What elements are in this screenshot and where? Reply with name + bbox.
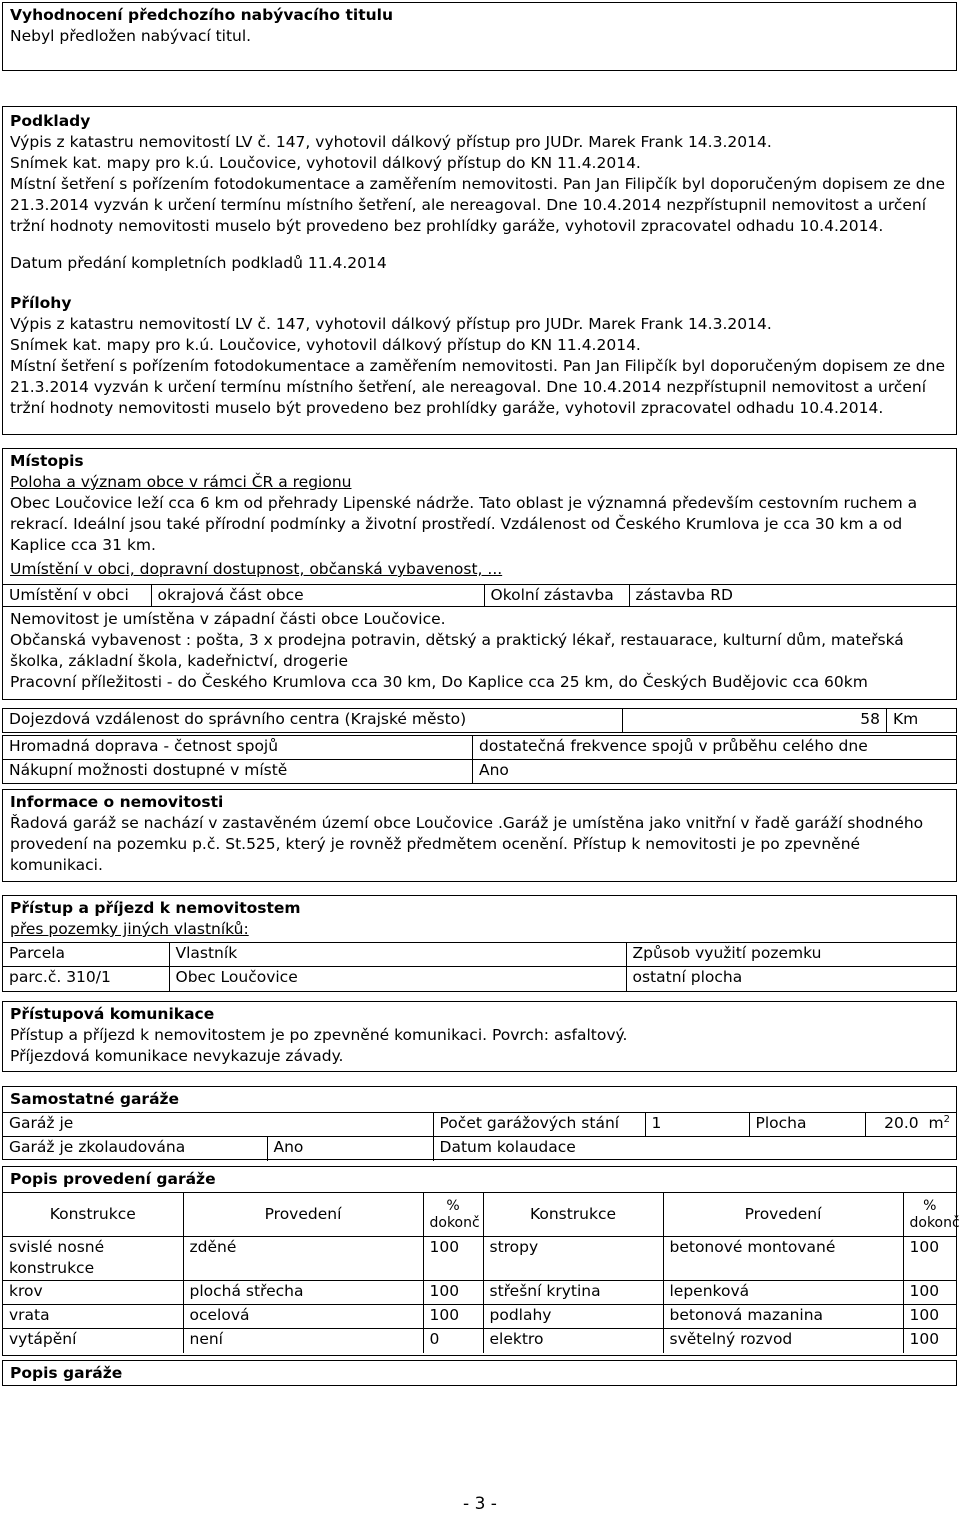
text-line: Výpis z katastru nemovitostí LV č. 147, vyhotovil dálkový přístup pro JUDr. Marek Frank 14.3.2014. [10,315,772,333]
text-line: 21.3.2014 vyzván k určení termínu místního šetření, ale nereagoval. Dne 10.4.2014 nezpřístupnil nemovitost a určení [10,378,927,396]
cell-konstrukce [3,1237,183,1281]
cell-pct: 100 [423,1237,483,1281]
section-title: Přílohy [10,294,72,312]
text-line: 21.3.2014 vyzván k určení termínu místního šetření, ale nereagoval. Dne 10.4.2014 nezpřístupnil nemovitost a určení [10,196,927,214]
cell-konstrukce-2: podlahy [483,1305,663,1329]
cell-pct-2: 100 [903,1237,956,1281]
text-line: Občanská vybavenost : pošta, 3 x prodejna potravin, dětský a praktický lékař, restauarace, kulturní dům, mateřská [10,631,904,649]
header-zpusob: Způsob využití pozemku [626,943,956,967]
section-informace [2,789,957,882]
text-line: Řadová garáž se nachází v zastavěném území obce Loučovice .Garáž je umístěna jako vnitřní v řadě garáží shodného [10,814,924,832]
dojezd-unit: Km [887,709,957,733]
dokonc-label-2: dokonč [909,1214,960,1231]
section-title: Samostatné garáže [10,1090,180,1108]
section-title: Popis garáže [10,1364,123,1382]
cell-pct: 100 [423,1305,483,1329]
section-title: Místopis [10,452,84,470]
doprava-table [2,708,957,733]
dojezd-label: Dojezdová vzdálenost do správního centra (Krajské město) [3,709,623,733]
cell-pct-2: 100 [903,1329,956,1353]
doprava-table-wrap [2,708,957,784]
cell-provedeni-2: betonové montované [663,1237,903,1281]
subsection-title: přes pozemky jiných vlastníků: [10,920,249,938]
umisteni-value: okrajová část obce [151,585,484,607]
text-line: Místní šetření s pořízením fotodokumentace a zaměřením nemovitosti. Pan Jan Filipčík byl doporučeným dopisem ze dne [10,175,945,193]
text-line: tržní hodnoty nemovitosti muselo být provedeno bez prohlídky garáže, vyhotovil zpracovatel odhadu 10.4.2014. [10,399,884,417]
plocha-cell [865,1113,956,1137]
datum-predani: Datum předání kompletních podkladů 11.4.2014 [10,254,387,272]
konstrukce-line-1: svislé nosné [9,1238,105,1256]
hromadna-value: dostatečná frekvence spojů v průběhu celého dne [473,736,957,760]
pristup-table [3,942,956,991]
cell-pct-2: 100 [903,1305,956,1329]
cell-vlastnik: Obec Loučovice [169,967,626,991]
cell-provedeni: zděné [183,1237,423,1281]
text-line: školka, základní škola, kadeřnictví, drogerie [10,652,348,670]
cell-pct: 0 [423,1329,483,1353]
header-vlastnik: Vlastník [169,943,626,967]
pct-label-2: % [923,1197,937,1214]
text-line: provedení na pozemku p.č. St.525, který je rovněž předmětem ocenění. Přístup k nemovitosti je po zpevněné [10,835,861,853]
text-line: Kaplice cca 31 km. [10,536,156,554]
cell-konstrukce: vytápění [3,1329,183,1353]
okolni-label: Okolní zástavba [484,585,629,607]
text-line: rekrací. Ideální jsou také přírodní podmínky a životní prostředí. Vzdálenost od Českého Krumlova je cca 30 km a od [10,515,903,533]
section-title: Podklady [10,112,91,130]
subsection-title: Umístění v obci, dopravní dostupnost, občanská vybavenost, ... [10,560,503,578]
section-title: Informace o nemovitosti [10,793,224,811]
hromadna-label: Hromadná doprava - četnost spojů [3,736,473,760]
text-line: Obec Loučovice leží cca 6 km od přehrady Lipenské nádrže. Tato oblast je významná především cestovním ruchem a [10,494,918,512]
text-line: komunikaci. [10,856,103,874]
header-provedeni-2: Provedení [663,1193,903,1237]
cell-konstrukce: krov [3,1281,183,1305]
nakup-label: Nákupní možnosti dostupné v místě [3,760,473,784]
section-title: Přístupová komunikace [10,1005,215,1023]
text-line: Příjezdová komunikace nevykazuje závady. [10,1047,344,1065]
header-provedeni: Provedení [183,1193,423,1237]
text-line: Přístup a příjezd k nemovitostem je po zpevněné komunikaci. Povrch: asfaltový. [10,1026,628,1044]
section-title: Vyhodnocení předchozího nabývacího titulu [10,6,393,24]
garaz-je-label: Garáž je [3,1113,433,1137]
cell-pct: 100 [423,1281,483,1305]
doprava-table-2 [2,735,957,784]
plocha-unit: m [928,1114,944,1132]
cell-konstrukce-2: střešní krytina [483,1281,663,1305]
plocha-value: 20.0 [884,1114,919,1132]
garaze-table [3,1112,956,1161]
subsection-title: Poloha a význam obce v rámci ČR a regionu [10,473,352,491]
cell-pct-2: 100 [903,1281,956,1305]
dokonc-label: dokonč [429,1214,480,1231]
plocha-label: Plocha [749,1113,865,1137]
cell-zpusob: ostatní plocha [626,967,956,991]
umisteni-label: Umístění v obci [3,585,151,607]
page-number: - 3 - [463,1494,497,1514]
text-line: Místní šetření s pořízením fotodokumentace a zaměřením nemovitosti. Pan Jan Filipčík byl doporučeným dopisem ze dne [10,357,945,375]
cell-konstrukce-2: elektro [483,1329,663,1353]
pocet-label: Počet garážových stání [433,1113,645,1137]
section-title: Přístup a příjezd k nemovitostem [10,899,301,917]
text-line: Snímek kat. mapy pro k.ú. Loučovice, vyhotovil dálkový přístup do KN 11.4.2014. [10,154,641,172]
header-pct-2 [903,1193,960,1237]
section-provedeni [2,1166,960,1356]
cell-provedeni-2: světelný rozvod [663,1329,903,1353]
header-konstrukce-2: Konstrukce [483,1193,663,1237]
cell-provedeni-2: lepenková [663,1281,903,1305]
cell-provedeni: není [183,1329,423,1353]
text-line: tržní hodnoty nemovitosti muselo být provedeno bez prohlídky garáže, vyhotovil zpracovatel odhadu 10.4.2014. [10,217,884,235]
section-pristup [2,895,957,992]
datum-kolaudace: Datum kolaudace [433,1137,956,1161]
cell-parcela: parc.č. 310/1 [3,967,169,991]
section-mistopis [2,448,957,700]
section-title: Popis provedení garáže [10,1170,216,1188]
cell-provedeni: plochá střecha [183,1281,423,1305]
pocet-value: 1 [645,1113,749,1137]
dojezd-value: 58 [623,709,887,733]
header-pct [423,1193,483,1237]
zkolaudovana-value: Ano [267,1137,433,1161]
section-podklady [2,106,957,435]
text-line: Nemovitost je umístěna v západní části obce Loučovice. [10,610,446,628]
header-parcela: Parcela [3,943,169,967]
header-konstrukce: Konstrukce [3,1193,183,1237]
text-line: Pracovní příležitosti - do Českého Krumlova cca 30 km, Do Kaplice cca 25 km, do Českých Budějovic cca 60km [10,673,868,691]
section-garaze [2,1086,957,1160]
pct-label: % [446,1197,460,1214]
umisteni-table [3,584,956,607]
section-vyhodnoceni [2,2,957,71]
cell-konstrukce: vrata [3,1305,183,1329]
section-popis [2,1360,957,1386]
cell-provedeni-2: betonová mazanina [663,1305,903,1329]
text: Nebyl předložen nabývací titul. [10,27,252,45]
plocha-exp: 2 [943,1113,950,1125]
nakup-value: Ano [473,760,957,784]
text-line: Snímek kat. mapy pro k.ú. Loučovice, vyhotovil dálkový přístup do KN 11.4.2014. [10,336,641,354]
okolni-value: zástavba RD [629,585,956,607]
text-line: Výpis z katastru nemovitostí LV č. 147, vyhotovil dálkový přístup pro JUDr. Marek Frank 14.3.2014. [10,133,772,151]
cell-provedeni: ocelová [183,1305,423,1329]
zkolaudovana-label: Garáž je zkolaudována [3,1137,267,1161]
cell-konstrukce-2: stropy [483,1237,663,1281]
section-komunikace [2,1001,957,1072]
konstrukce-line-2: konstrukce [9,1259,95,1277]
provedeni-table [3,1192,960,1353]
